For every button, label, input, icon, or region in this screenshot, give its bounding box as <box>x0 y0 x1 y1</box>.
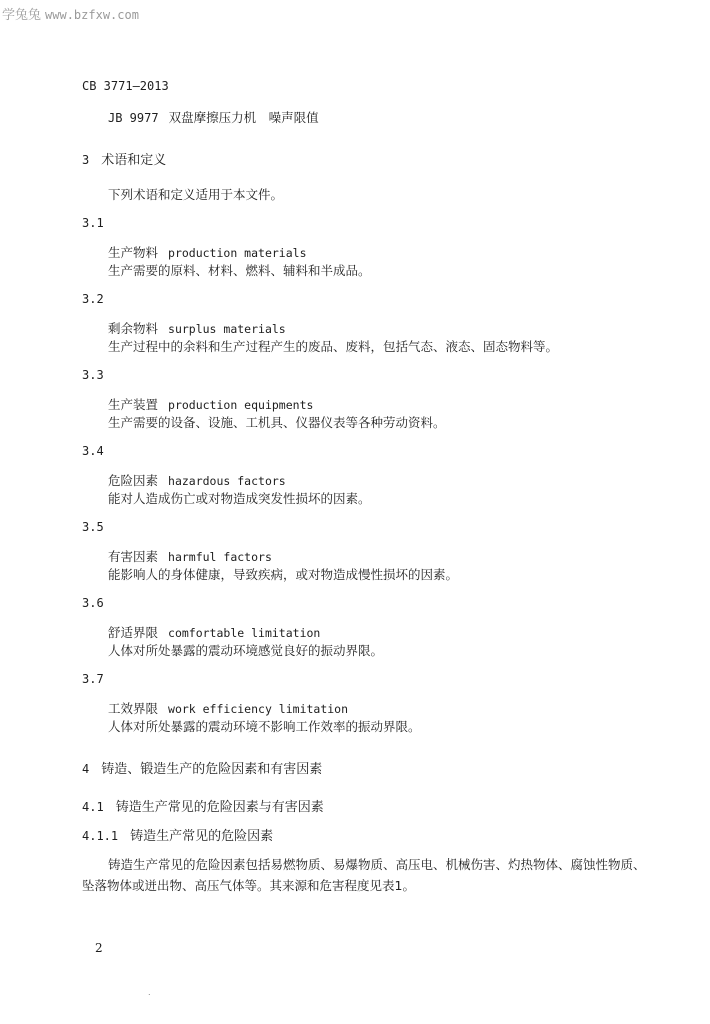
term-definition: 生产需要的设备、设施、工机具、仪器仪表等各种劳动资料。 <box>108 415 446 430</box>
term-heading <box>108 319 286 337</box>
standard-code: CB 3771—2013 <box>82 79 169 93</box>
normative-reference <box>108 108 319 126</box>
term-heading <box>108 471 286 489</box>
term-number: 3.4 <box>82 444 104 458</box>
term-number: 3.5 <box>82 520 104 534</box>
watermark-url: www.bzfxw.com <box>45 8 139 22</box>
term-definition: 生产需要的原料、材料、燃料、辅料和半成品。 <box>108 263 371 278</box>
term-heading <box>108 699 348 717</box>
term-definition: 能影响人的身体健康，导致疾病，或对物造成慢性损坏的因素。 <box>108 567 459 582</box>
term-zh: 工效界限 <box>108 701 159 716</box>
term-zh: 生产物料 <box>108 245 159 260</box>
term-number: 3.3 <box>82 368 104 382</box>
term-number: 3.6 <box>82 596 104 610</box>
term-heading <box>108 243 307 261</box>
term-en: hazardous factors <box>168 474 286 488</box>
term-en: surplus materials <box>168 322 286 336</box>
section-3-intro: 下列术语和定义适用于本文件。 <box>108 187 284 202</box>
term-heading <box>108 623 320 641</box>
watermark-site-name: 学兔兔 <box>2 8 42 23</box>
section-number: 4 <box>82 762 90 776</box>
watermark <box>2 4 139 23</box>
term-definition: 人体对所处暴露的震动环境不影响工作效率的振动界限。 <box>108 719 421 734</box>
term-definition: 能对人造成伤亡或对物造成突发性损坏的因素。 <box>108 491 371 506</box>
subsection-4-1-heading <box>82 796 324 815</box>
term-zh: 舒适界限 <box>108 625 159 640</box>
section-3-heading <box>82 149 166 168</box>
term-en: work efficiency limitation <box>168 702 349 716</box>
reference-code: JB 9977 <box>108 111 159 125</box>
subsection-number: 4.1 <box>82 800 104 814</box>
term-en: production materials <box>168 246 307 260</box>
subsection-title: 铸造生产常见的危险因素与有害因素 <box>115 800 324 815</box>
subsection-title: 铸造生产常见的危险因素 <box>130 829 274 844</box>
reference-title: 双盘摩擦压力机 噪声限值 <box>168 110 319 125</box>
term-heading <box>108 547 272 565</box>
term-zh: 危险因素 <box>108 473 159 488</box>
term-heading <box>108 395 313 413</box>
term-number: 3.7 <box>82 672 104 686</box>
term-en: harmful factors <box>168 550 272 564</box>
paragraph-line: 铸造生产常见的危险因素包括易燃物质、易爆物质、高压电、机械伤害、灼热物体、腐蚀性物质、 <box>108 857 646 872</box>
term-number: 3.2 <box>82 292 104 306</box>
term-number: 3.1 <box>82 216 104 230</box>
term-zh: 剩余物料 <box>108 321 159 336</box>
footer-mark: . <box>148 988 151 997</box>
section-title: 术语和定义 <box>101 153 167 168</box>
subsection-4-1-1-heading <box>82 825 273 844</box>
term-en: comfortable limitation <box>168 626 321 640</box>
page-number: 2 <box>95 941 103 955</box>
section-title: 铸造、锻造生产的危险因素和有害因素 <box>101 762 323 777</box>
paragraph-line: 坠落物体或迸出物、高压气体等。其来源和危害程度见表1。 <box>82 878 415 893</box>
term-en: production equipments <box>168 398 314 412</box>
term-definition: 生产过程中的余料和生产过程产生的废品、废料，包括气态、液态、固态物料等。 <box>108 339 559 354</box>
subsection-number: 4.1.1 <box>82 829 119 843</box>
term-definition: 人体对所处暴露的震动环境感觉良好的振动界限。 <box>108 643 384 658</box>
section-number: 3 <box>82 153 90 167</box>
section-4-heading <box>82 758 322 777</box>
term-zh: 有害因素 <box>108 549 159 564</box>
term-zh: 生产装置 <box>108 397 159 412</box>
